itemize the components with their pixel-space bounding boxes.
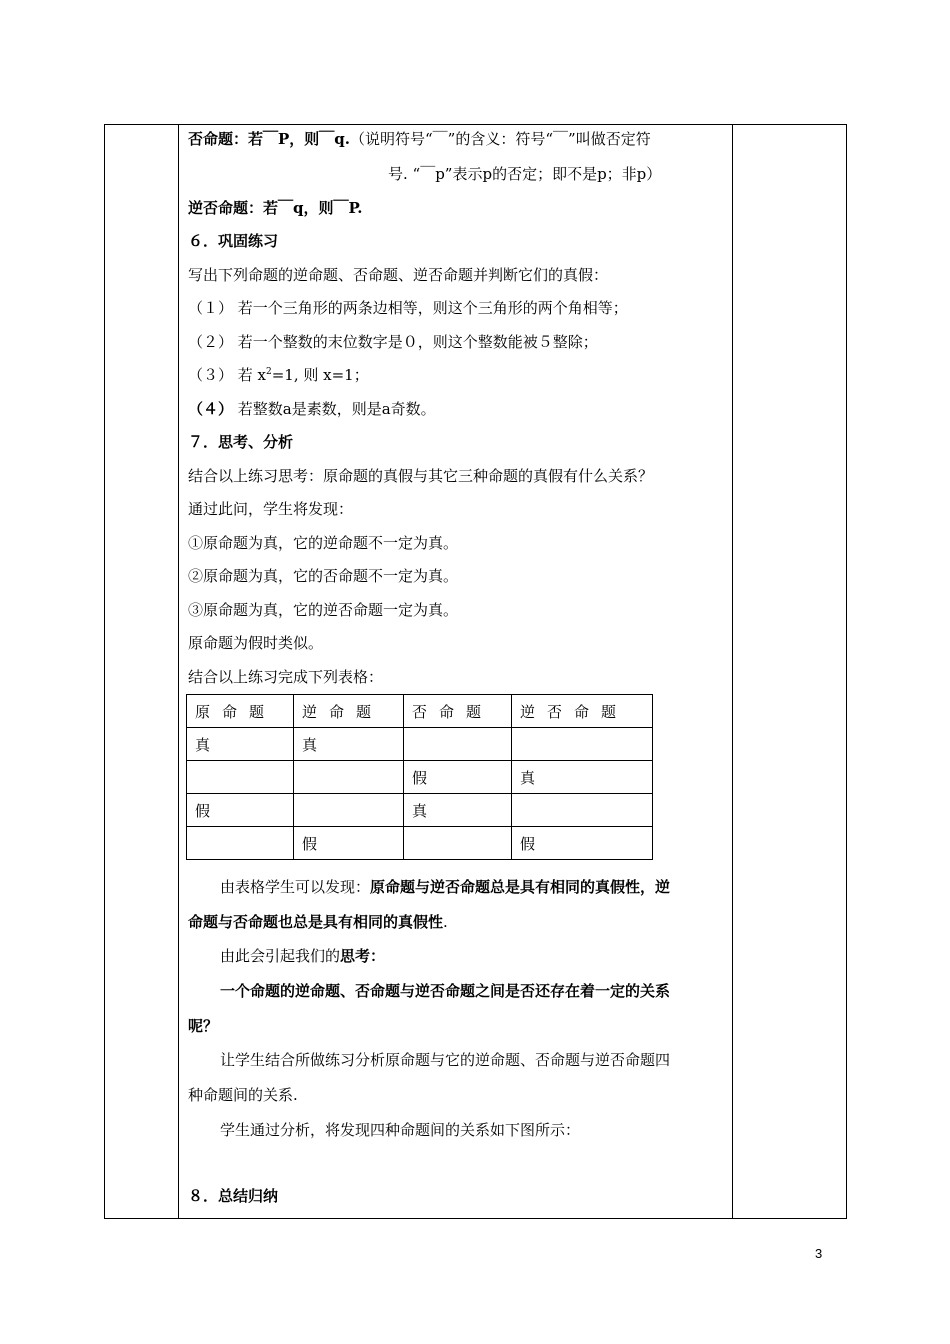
table-header-cell: 逆否命题 [512, 695, 653, 728]
practice-instruction: 写出下列命题的逆命题、否命题、逆否命题并判断它们的真假： [188, 266, 609, 284]
table-instruction: 结合以上练习完成下列表格： [188, 668, 384, 686]
table-conclusion-line-2: 命题与否命题也总是具有相同的真假性. [188, 913, 448, 931]
finding-2: ②原命题为真，它的否命题不一定为真。 [188, 567, 459, 585]
table-header-row [187, 695, 653, 728]
table-cell [187, 761, 294, 794]
table-cell: 假 [294, 827, 404, 860]
table-cell [294, 794, 404, 827]
table-cell: 真 [512, 761, 653, 794]
table-row [187, 761, 653, 794]
table-header-cell: 否命题 [404, 695, 512, 728]
finding-false-case: 原命题为假时类似。 [188, 634, 324, 652]
analysis-question: 结合以上练习思考：原命题的真假与其它三种命题的真假有什么关系？ [188, 467, 654, 485]
thinking-question-line-1: 一个命题的逆命题、否命题与逆否命题之间是否还存在着一定的关系 [220, 982, 671, 1000]
table-cell: 假 [404, 761, 512, 794]
section-heading-summary: ８．总结归纳 [188, 1187, 279, 1205]
truth-value-table [186, 694, 653, 860]
table-cell [404, 728, 512, 761]
thinking-question-line-2: 呢？ [188, 1017, 219, 1035]
table-row [187, 794, 653, 827]
table-conclusion-line-1: 由表格学生可以发现：原命题与逆否命题总是具有相同的真假性，逆 [220, 878, 671, 896]
table-cell [512, 794, 653, 827]
student-analysis-line-1: 让学生结合所做练习分析原命题与它的逆命题、否命题与逆否命题四 [220, 1051, 671, 1069]
section-heading-analysis: ７．思考、分析 [188, 433, 294, 451]
table-cell: 假 [187, 794, 294, 827]
table-header-cell: 逆命题 [294, 695, 404, 728]
table-header-cell: 原命题 [187, 695, 294, 728]
page-number: 3 [815, 1246, 823, 1261]
finding-1: ①原命题为真，它的逆命题不一定为真。 [188, 534, 459, 552]
table-cell: 假 [512, 827, 653, 860]
exercise-3: （３） 若 $x^2=1$, 则 x=1； [188, 366, 369, 384]
table-row [187, 827, 653, 860]
contrapositive-definition: 逆否命题：若￣q，则￣P. [188, 199, 363, 217]
negation-definition-line: 否命题：若￣P，则￣q.（说明符号“￣”的含义：符号“￣”叫做否定符 [188, 130, 651, 148]
section-heading-practice: ６．巩固练习 [188, 232, 279, 250]
table-cell: 真 [294, 728, 404, 761]
thinking-prompt: 由此会引起我们的思考： [220, 947, 386, 965]
table-row [187, 728, 653, 761]
table-cell: 真 [404, 794, 512, 827]
exercise-2: （２） 若一个整数的末位数字是０，则这个整数能被５整除； [188, 333, 598, 351]
table-cell: 真 [187, 728, 294, 761]
student-analysis-line-2: 种命题间的关系. [188, 1086, 298, 1104]
exercise-1: （１） 若一个三角形的两条边相等，则这个三角形的两个角相等； [188, 299, 628, 317]
column-divider-left [178, 125, 179, 1218]
exercise-4: （４） 若整数a是素数，则是a奇数。 [188, 400, 436, 418]
table-cell [294, 761, 404, 794]
table-cell [512, 728, 653, 761]
finding-3: ③原命题为真，它的逆否命题一定为真。 [188, 601, 459, 619]
column-divider-right [732, 125, 733, 1218]
table-cell [404, 827, 512, 860]
relationship-figure-intro: 学生通过分析，将发现四种命题间的关系如下图所示： [220, 1121, 581, 1139]
analysis-intro: 通过此问，学生将发现： [188, 500, 354, 518]
negation-symbol-explanation: 号. “￣p”表示p的否定；即不是p；非p） [388, 165, 662, 183]
table-cell [187, 827, 294, 860]
